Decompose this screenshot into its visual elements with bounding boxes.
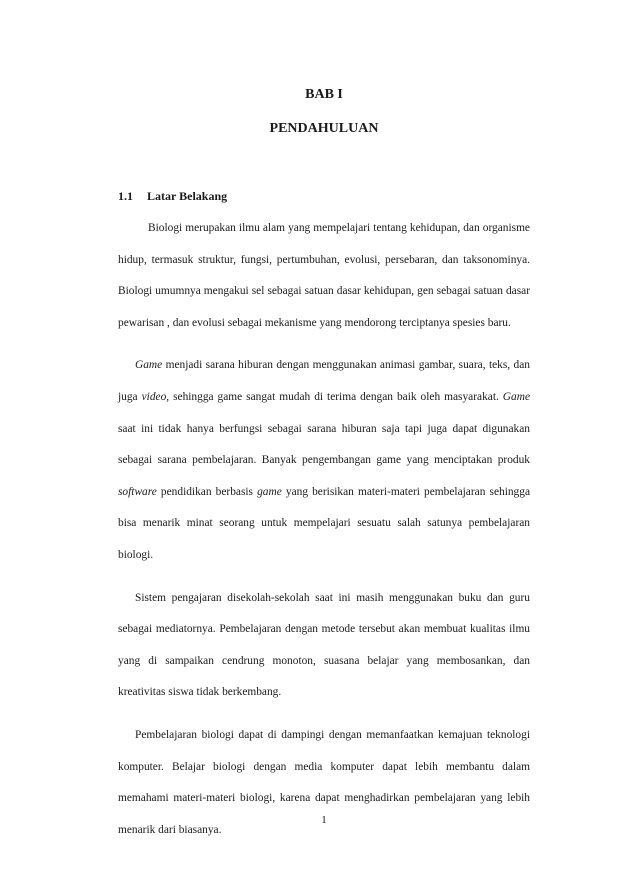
paragraph-biology: Biologi merupakan ilmu alam yang mempelajari tentang kehidupan, dan organisme hidup, termasuk struktur, fungsi, pertumbuhan, evolusi, persebaran, dan taksonominya. Biologi umumnya mengakui sel sebagai satuan dasar kehidupan, gen sebagai satuan dasar pewarisan , dan evolusi sebagai mekanisme yang mendorong terciptanya spesies baru. bbox=[118, 222, 530, 329]
italic-term: software bbox=[118, 485, 157, 498]
chapter-title: PENDAHULUAN bbox=[269, 121, 379, 136]
italic-term: Game bbox=[502, 390, 530, 403]
italic-term: Game bbox=[135, 359, 163, 372]
italic-term: game bbox=[257, 485, 282, 498]
paragraph-teaching-system: Sistem pengajaran disekolah-sekolah saat ini masih menggunakan buku dan guru sebagai mediatornya. Pembelajaran dengan metode tersebut akan membuat kualitas ilmu yang di sampaikan cendrung monoton, suasana belajar yang membosankan, dan kreativitas siswa tidak berkembang. bbox=[118, 591, 530, 699]
italic-term: video bbox=[141, 390, 167, 403]
page-number: 1 bbox=[321, 814, 327, 826]
paragraph-computer-learning: Pembelajaran biologi dapat di dampingi dengan memanfaatkan kemajuan teknologi komputer. Belajar biologi dengan media komputer dapat lebih membantu dalam memahami materi-materi biologi, karena dapat menghadirkan pembelajaran yang lebih menarik dari biasanya. bbox=[118, 728, 530, 836]
section-title: Latar Belakang bbox=[147, 189, 228, 203]
section-number: 1.1 bbox=[118, 189, 133, 203]
chapter-label: BAB I bbox=[305, 87, 343, 102]
paragraph-game: Game menjadi sarana hiburan dengan menggunakan animasi gambar, suara, teks, dan juga video, sehingga game sangat mudah di terima dengan baik oleh masyarakat. Game saat ini tidak hanya berfungsi sebagai sarana hiburan saja tapi juga dapat digunakan sebagai sarana pembelajaran. Banyak pengembangan game yang menciptakan produk software pendidikan berbasis game yang berisikan materi-materi pembelajaran sehingga bisa menarik minat seorang untuk mempelajari sesuatu salah satunya pembelajaran biologi. bbox=[118, 359, 530, 561]
section-heading bbox=[118, 189, 227, 204]
body-text bbox=[118, 213, 530, 857]
